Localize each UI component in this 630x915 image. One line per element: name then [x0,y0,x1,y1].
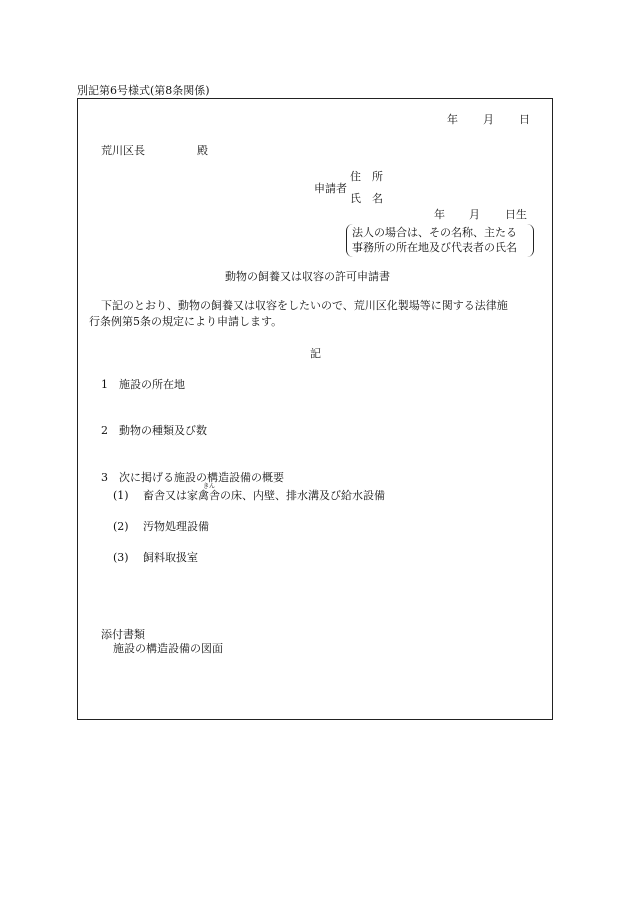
birth-month: 月 [469,208,480,221]
attachments-label: 添付書類 [101,628,145,641]
addressee-honorific: 殿 [197,144,208,157]
addressee-name: 荒川区長 [101,144,145,157]
item-3-number: 3 [101,471,108,484]
sub-item-2-text: 汚物処理設備 [143,520,209,533]
body-line-2: 行条例第5条の規定により申請します。 [89,315,283,328]
document-title: 動物の飼養又は収容の許可申請書 [225,270,390,283]
sub-item-1-ruby: きん [203,483,216,490]
sub-item-3-text: 飼料取扱室 [143,551,198,564]
date-year: 年 [447,113,458,126]
sub-item-3-number: (3) [113,551,129,564]
item-1-number: 1 [101,378,108,391]
sub-item-1-number: (1) [113,489,129,502]
corporate-note-bracket [346,224,534,257]
attachments-item: 施設の構造設備の図面 [113,642,223,655]
date-day: 日 [519,113,530,126]
date-month: 月 [483,113,494,126]
applicant-label: 申請者 [314,182,347,195]
item-2-text: 動物の種類及び数 [119,424,207,437]
birth-day: 日生 [505,208,527,221]
sub-item-2-number: (2) [113,520,129,533]
item-2-number: 2 [101,424,108,437]
applicant-name-label: 氏 名 [350,192,383,205]
item-3-text: 次に掲げる施設の構造設備の概要 [119,471,284,484]
corporate-note-line1: 法人の場合は、その名称、主たる [352,226,517,239]
sub-item-1-text: 畜舎又は家禽舎の床、内壁、排水溝及び給水設備 [143,489,385,502]
body-line-1: 下記のとおり、動物の飼養又は収容をしたいので、荒川区化製場等に関する法律施 [101,299,508,312]
form-number-label: 別記第6号様式(第8条関係) [77,84,210,97]
item-1-text: 施設の所在地 [119,378,185,391]
corporate-note-line2: 事務所の所在地及び代表者の氏名 [352,241,517,254]
ki-heading: 記 [310,347,321,360]
birth-year: 年 [434,208,445,221]
applicant-address-label: 住 所 [350,170,383,183]
